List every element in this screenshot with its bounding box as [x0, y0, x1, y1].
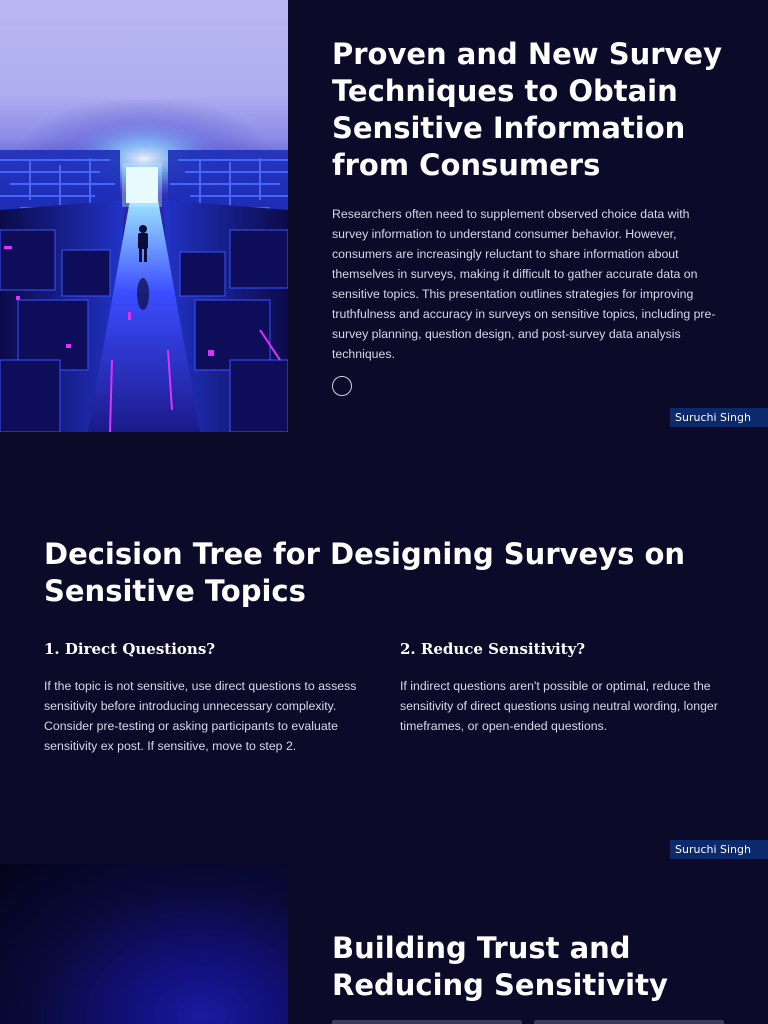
author-badge: Suruchi Singh — [670, 408, 768, 427]
dark-blue-glow-illustration — [0, 864, 288, 1024]
slide-title: Proven and New Survey Techniques to Obtain Sensitive Information from Consumers — [332, 37, 722, 182]
decision-step-1 — [44, 639, 364, 756]
slide-2 — [0, 432, 768, 864]
step-heading: 2. Reduce Sensitivity? — [400, 640, 586, 658]
slide-title: Building Trust and Reducing Sensitivity — [332, 931, 668, 1002]
slide-title: Decision Tree for Designing Surveys on Sensitive Topics — [44, 537, 686, 608]
step-text: If indirect questions aren't possible or optimal, reduce the sensitivity of direct questions using neutral wording, longer timeframes, or open-ended questions. — [400, 679, 718, 733]
slide-3 — [0, 864, 768, 1024]
step-heading: 1. Direct Questions? — [44, 640, 216, 658]
speaker-avatar-circle[interactable] — [332, 376, 352, 396]
author-badge: Suruchi Singh — [670, 840, 768, 859]
content-card-top-edge — [332, 1020, 522, 1024]
step-text: If the topic is not sensitive, use direct questions to assess sensitivity before introducing unnecessary complexity. Consider pre-testing or asking participants to evaluate sensitivity ex post. If sensitive, move to step 2. — [44, 679, 357, 753]
decision-step-2 — [400, 639, 720, 736]
content-card-top-edge — [534, 1020, 724, 1024]
maze-corridor-illustration — [0, 0, 288, 432]
slide-description: Researchers often need to supplement observed choice data with survey information to understand consumer behavior. However, consumers are increasingly reluctant to share information about themselves in surveys, making it difficult to gather accurate data on sensitive topics. This presentation outlines strategies for improving truthfulness and accuracy in surveys on sensitive topics, including pre-survey planning, question design, and post-survey data analysis techniques. — [332, 207, 716, 361]
slide-1 — [0, 0, 768, 432]
